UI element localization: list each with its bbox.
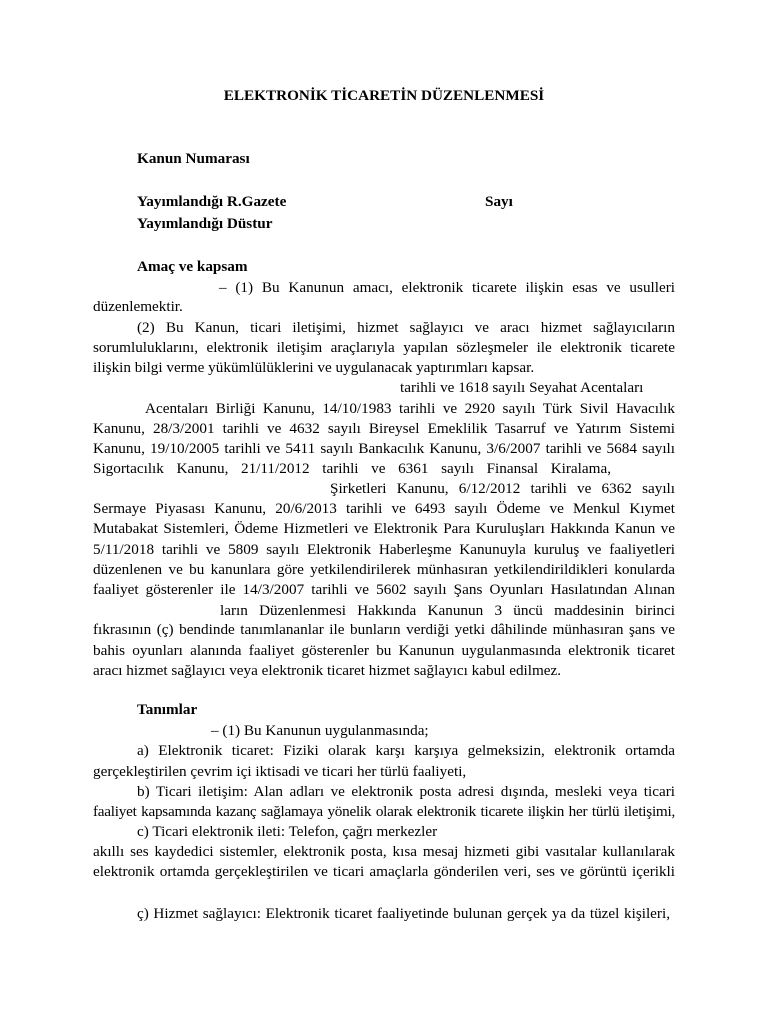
sayi-label: Sayı <box>485 193 513 210</box>
paragraph-line: fıkrasının (ç) bendinde tanımlananlar ile bunların verdiği yetki dâhilinde münhasıran şans ve <box>93 621 675 638</box>
paragraph-line: a) Elektronik ticaret: Fiziki olarak karşı karşıya gelmeksizin, elektronik ortamda <box>137 742 675 759</box>
paragraph-line: – (1) Bu Kanunun uygulanmasında; <box>211 722 429 739</box>
paragraph-line: Sigortacılık Kanunu, 21/11/2012 tarihli ve 6361 sayılı Finansal Kiralama, <box>93 460 611 477</box>
paragraph-line: tarihli ve 1618 sayılı Seyahat Acentaları <box>400 379 644 396</box>
paragraph-line: – (1) Bu Kanunun amacı, elektronik ticarete ilişkin esas ve usulleri <box>219 279 675 296</box>
paragraph-line: c) Ticari elektronik ileti: Telefon, çağrı merkezler <box>137 823 438 840</box>
paragraph-line: 5/11/2018 tarihli ve 5809 sayılı Elektronik Haberleşme Kanunuyla kuruluş ve faaliyetleri <box>93 541 675 558</box>
paragraph-line: Şirketleri Kanunu, 6/12/2012 tarihli ve 6362 sayılı <box>330 480 675 497</box>
paragraph-line: elektronik ortamda gerçekleştirilen ve ticari amaçlarla gönderilen veri, ses ve görüntü içerikli <box>93 863 675 880</box>
paragraph-line: faaliyet gösterenler ile 14/3/2007 tarihli ve 5602 sayılı Şans Oyunları Hasılatından Alınan <box>93 581 675 598</box>
rgazete-label: Yayımlandığı R.Gazete <box>137 193 287 210</box>
paragraph-line: Kanunu, 19/10/2005 tarihli ve 5411 sayılı Bankacılık Kanunu, 3/6/2007 tarihli ve 5684 sayılı <box>93 440 675 457</box>
document-title: ELEKTRONİK TİCARETİN DÜZENLENMESİ <box>223 87 545 104</box>
paragraph-line: Acentaları Birliği Kanunu, 14/10/1983 tarihli ve 2920 sayılı Türk Sivil Havacılık <box>145 400 675 417</box>
section-heading-amac: Amaç ve kapsam <box>137 258 248 275</box>
section-heading-tanimlar: Tanımlar <box>137 701 198 718</box>
paragraph-line: Sermaye Piyasası Kanunu, 20/6/2013 tarihli ve 6493 sayılı Ödeme ve Menkul Kıymet <box>93 500 675 517</box>
paragraph-line: sorumluluklarını, elektronik iletişim araçlarıyla yapılan sözleşmeler ile elektronik ticarete <box>93 339 675 356</box>
paragraph-line: aracı hizmet sağlayıcı veya elektronik ticaret hizmet sağlayıcı kabul edilmez. <box>93 662 562 679</box>
paragraph-line: düzenlemektir. <box>93 298 183 315</box>
paragraph-line: akıllı ses kaydedici sistemler, elektronik posta, kısa mesaj hizmeti gibi vasıtalar kullanılarak <box>93 843 675 860</box>
paragraph-line: Kanunu, 28/3/2001 tarihli ve 4632 sayılı Bireysel Emeklilik Tasarruf ve Yatırım Sistemi <box>93 420 675 437</box>
dustur-label: Yayımlandığı Düstur <box>137 215 273 232</box>
paragraph-line: ların Düzenlenmesi Hakkında Kanunun 3 üncü maddesinin birinci <box>220 602 675 619</box>
paragraph-line: gerçekleştirilen çevrim içi iktisadi ve ticari her türlü faaliyeti, <box>93 763 467 780</box>
paragraph-line: (2) Bu Kanun, ticari iletişimi, hizmet sağlayıcı ve aracı hizmet sağlayıcıların <box>137 319 675 336</box>
paragraph-line: ç) Hizmet sağlayıcı: Elektronik ticaret faaliyetinde bulunan gerçek ya da tüzel kişileri, <box>137 905 670 922</box>
paragraph-line: bahis oyunları alanında faaliyet gösterenler bu Kanunun uygulanmasında elektronik ticaret <box>93 642 675 659</box>
paragraph-line: Mutabakat Sistemleri, Ödeme Hizmetleri ve Elektronik Para Kuruluşları Hakkında Kanun ve <box>93 520 675 537</box>
paragraph-line: b) Ticari iletişim: Alan adları ve elektronik posta adresi dışında, mesleki veya ticari <box>137 783 675 800</box>
kanun-numarasi-label: Kanun Numarası <box>137 150 250 167</box>
paragraph-line: faaliyet kapsamında kazanç sağlamaya yönelik olarak elektronik ticarete ilişkin her türlü iletişimi, <box>93 803 675 820</box>
paragraph-line: düzenlenen ve bu kanunlara göre yetkilendirilerek münhasıran yetkilendirildikleri konularda <box>93 561 675 578</box>
paragraph-line: ilişkin bilgi verme yükümlülüklerini ve uygulanacak yaptırımları kapsar. <box>93 359 535 376</box>
